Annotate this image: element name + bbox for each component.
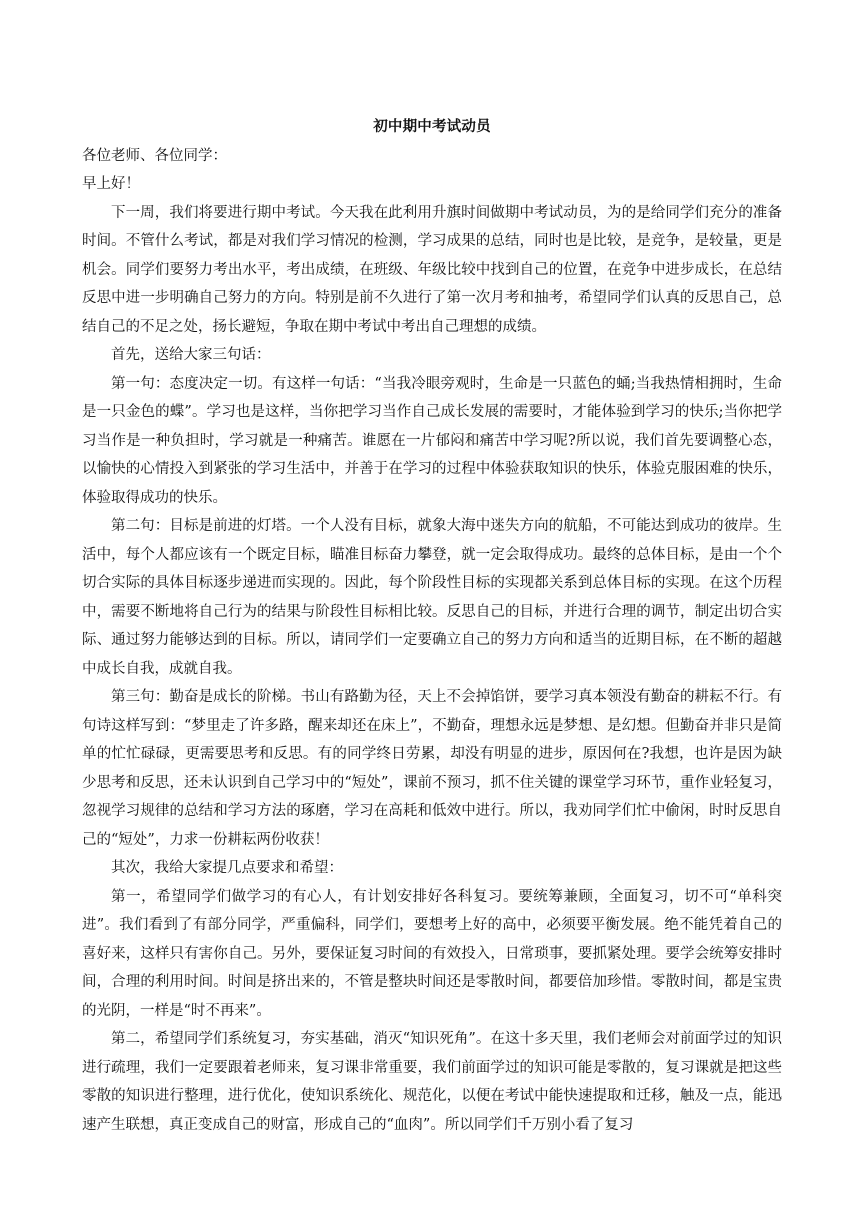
- document-title: 初中期中考试动员: [373, 118, 491, 135]
- paragraph-intro: 下一周，我们将要进行期中考试。今天我在此利用升旗时间做期中考试动员，为的是给同学们充分的准备时间。不管什么考试，都是对我们学习情况的检测，学习成果的总结，同时也是比较，是竞争，是较量，更是机会。同学们要努力考出水平，考出成绩，在班级、年级比较中找到自己的位置，在竞争中进步成长，在总结反思中进一步明确自己努力的方向。特别是前不久进行了第一次月考和抽考，希望同学们认真的反思自己，总结自己的不足之处，扬长避短，争取在期中考试中考出自己理想的成绩。: [82, 204, 782, 335]
- paragraph-sentence-three: 第三句：勤奋是成长的阶梯。书山有路勤为径，天上不会掉馅饼，要学习真本领没有勤奋的耕耘不行。有句诗这样写到：“梦里走了许多路，醒来却还在床上”，不勤奋，理想永远是梦想、是幻想。但勤奋并非只是简单的忙忙碌碌，更需要思考和反思。有的同学终日劳累，却没有明显的进步，原因何在?我想，也许是因为缺少思考和反思，还未认识到自己学习中的“短处”，课前不预习，抓不住关键的课堂学习环节，重作业轻复习，忽视学习规律的总结和学习方法的琢磨，学习在高耗和低效中进行。所以，我劝同学们忙中偷闲，时时反思自己的“短处”，力求一份耕耘两份收获！: [82, 689, 782, 848]
- greeting-good-morning: 早上好！: [82, 176, 140, 192]
- paragraph-three-sentences-heading: 首先，送给大家三句话：: [111, 347, 271, 363]
- paragraph-requirement-one: 第一，希望同学们做学习的有心人，有计划安排好各科复习。要统筹兼顾，全面复习，切不可“单科突进”。我们看到了有部分同学，严重偏科，同学们，要想考上好的高中，必须要平衡发展。绝不能凭着自己的喜好来，这样只有害你自己。另外，要保证复习时间的有效投入，日常琐事，要抓紧处理。要学会统筹安排时间，合理的利用时间。时间是挤出来的，不管是整块时间还是零散时间，都要倍加珍惜。零散时间，都是宝贵的光阴，一样是“时不再来”。: [82, 888, 782, 1019]
- paragraph-requirements-heading: 其次，我给大家提几点要求和希望：: [111, 860, 343, 876]
- paragraph-sentence-one: 第一句：态度决定一切。有这样一句话：“当我冷眼旁观时，生命是一只蓝色的蛹;当我热情相拥时，生命是一只金色的蝶”。学习也是这样，当你把学习当作自己成长发展的需要时，才能体验到学习的快乐;当你把学习当作是一种负担时，学习就是一种痛苦。谁愿在一片郁闷和痛苦中学习呢?所以说，我们首先要调整心态，以愉快的心情投入到紧张的学习生活中，并善于在学习的过程中体验获取知识的快乐，体验克服困难的快乐，体验取得成功的快乐。: [82, 375, 782, 506]
- document-page: [82, 113, 782, 1183]
- paragraph-sentence-two: 第二句：目标是前进的灯塔。一个人没有目标，就象大海中迷失方向的航船，不可能达到成功的彼岸。生活中，每个人都应该有一个既定目标，瞄准目标奋力攀登，就一定会取得成功。最终的总体目标，是由一个个切合实际的具体目标逐步递进而实现的。因此，每个阶段性目标的实现都关系到总体目标的实现。在这个历程中，需要不断地将自己行为的结果与阶段性目标相比较。反思自己的目标，并进行合理的调节，制定出切合实际、通过努力能够达到的目标。所以，请同学们一定要确立自己的努力方向和适当的近期目标，在不断的超越中成长自我，成就自我。: [82, 518, 782, 677]
- paragraph-requirement-two: 第二，希望同学们系统复习，夯实基础，消灭“知识死角”。在这十多天里，我们老师会对前面学过的知识进行疏理，我们一定要跟着老师来，复习课非常重要，我们前面学过的知识可能是零散的，复习课就是把这些零散的知识进行整理，进行优化，使知识系统化、规范化，以便在考试中能快速提取和迁移，触及一点，能迅速产生联想，真正变成自己的财富，形成自己的“血肉”。所以同学们千万别小看了复习: [82, 1031, 782, 1133]
- greeting-teachers-students: 各位老师、各位同学：: [82, 147, 227, 164]
- document-body: [82, 199, 782, 1140]
